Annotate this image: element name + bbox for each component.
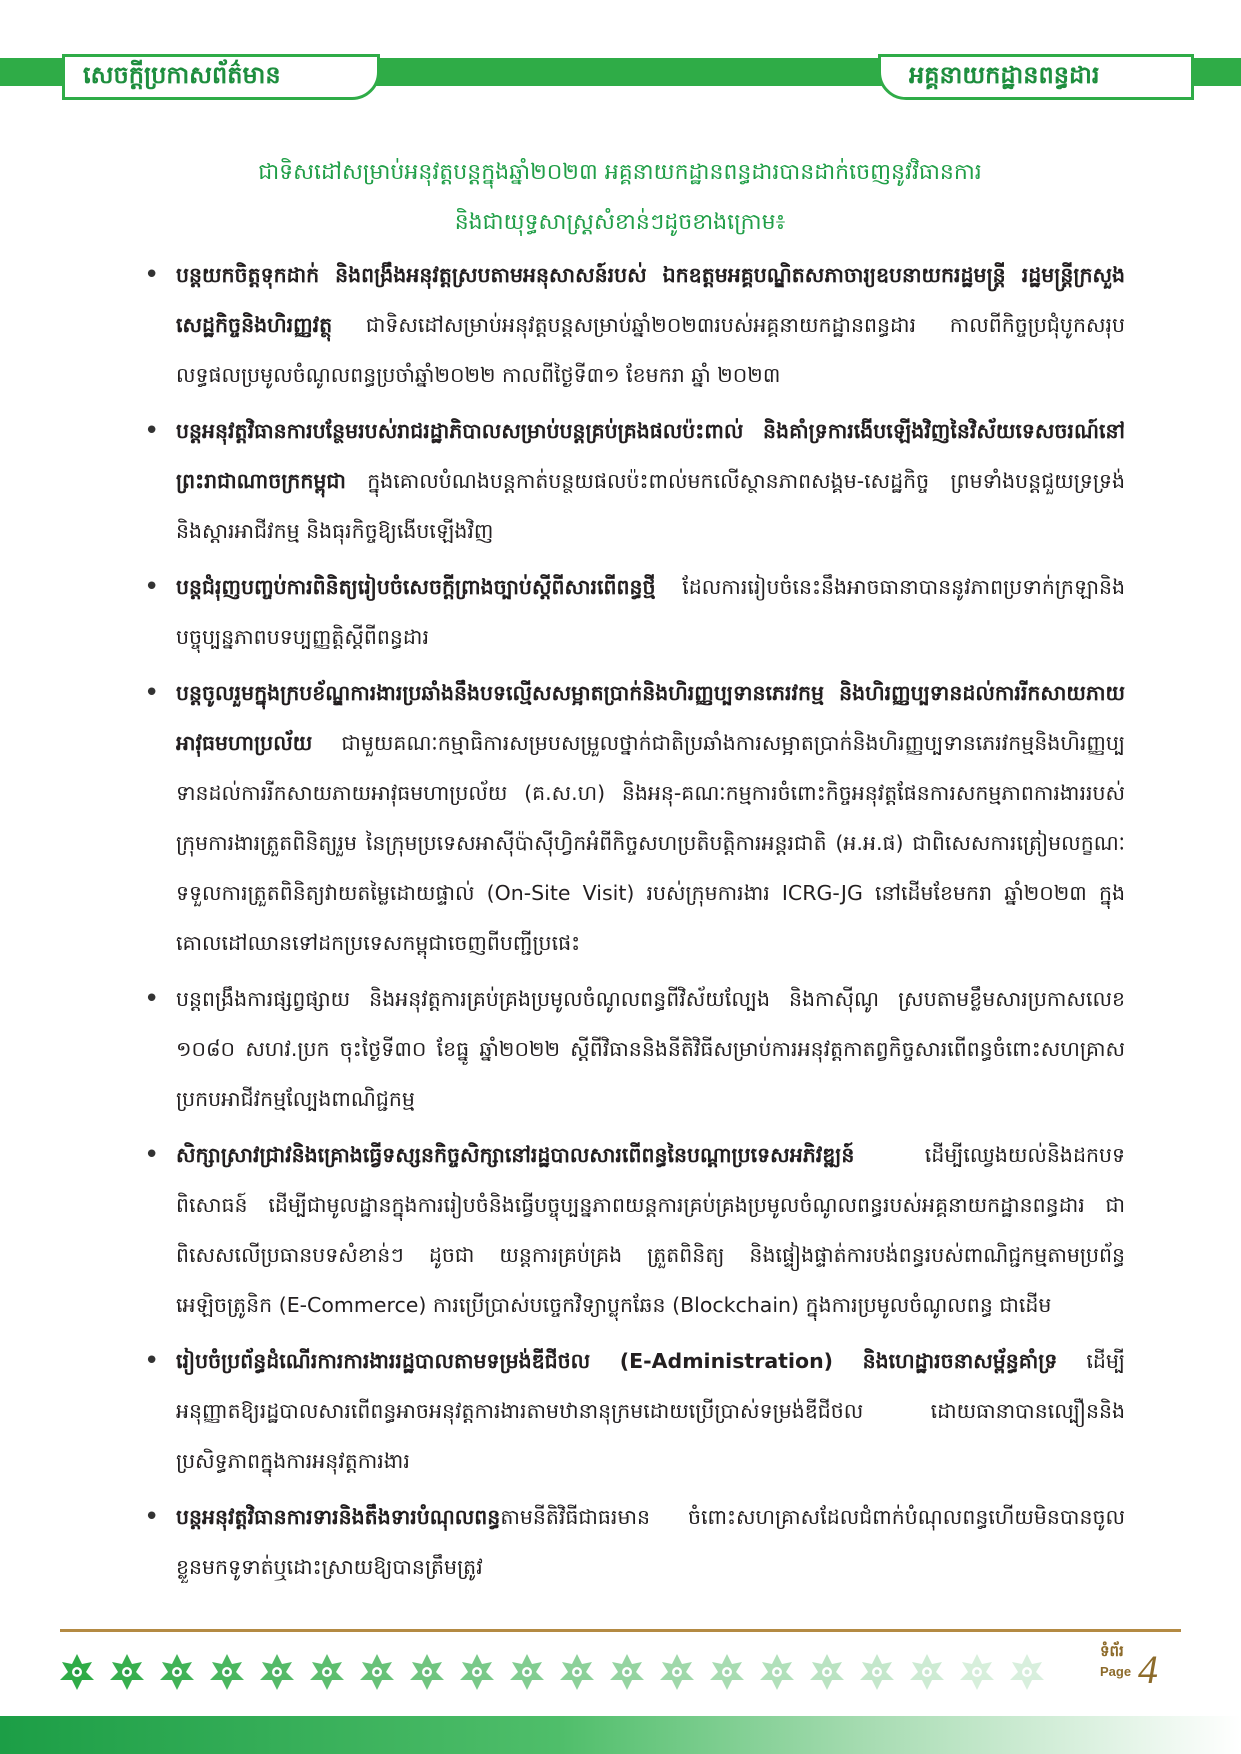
ornament-icon — [558, 1650, 596, 1692]
bullet-icon: • — [144, 1502, 160, 1532]
list-item — [140, 1130, 1125, 1330]
list-item-text — [176, 668, 1125, 968]
list-item-body: បន្តពង្រឹងការផ្សព្វផ្សាយ និងអនុវត្តការគ្រប់គ្រងប្រមូលចំណូលពន្ធពីវិស័យល្បែង និងកាស៊ីណូ ស្របតាមខ្លឹមសារប្រកាសលេខ ១០៨០ សហវ.ប្រក ចុះថ្ងៃទី៣០ ខែធ្នូ ឆ្នាំ២០២២ ស្តីពីវិធាននិងនីតិវិធីសម្រាប់ការអនុវត្តកាតព្វកិច្ចសារពើពន្ធចំពោះសហគ្រាសប្រកបអាជីវកម្មល្បែងពាណិជ្ជកម្ម — [176, 987, 1125, 1111]
header-right-tab — [878, 54, 1194, 100]
bullet-icon: • — [144, 1346, 160, 1376]
bullet-icon: • — [144, 572, 160, 602]
list-item-body: ក្នុងគោលបំណងបន្តកាត់បន្ថយផលប៉ះពាល់មកលើស្ថានភាពសង្គម-សេដ្ឋកិច្ច ព្រមទាំងបន្តជួយទ្រទ្រង់ និងស្តារអាជីវកម្ម និងធុរកិច្ចឱ្យងើបឡើងវិញ — [176, 469, 1125, 543]
ornament-icon — [858, 1650, 896, 1692]
intro-heading — [150, 148, 1090, 248]
list-item-body: តាមនីតិវិធីជាធរមាន ចំពោះសហគ្រាសដែលជំពាក់បំណុលពន្ធហើយមិនបានចូលខ្លួនមកទូទាត់ឬដោះស្រាយឱ្យបានត្រឹមត្រូវ — [176, 1505, 1125, 1579]
ornament-icon — [708, 1650, 746, 1692]
list-item-body: ជាមួយគណៈកម្មាធិការសម្របសម្រួលថ្នាក់ជាតិប្រឆាំងការសម្អាតប្រាក់និងហិរញ្ញប្បទានភេរវកម្មនិងហិរញ្ញប្បទានដល់ការរីកសាយភាយអាវុធមហាប្រល័យ (គ.ស.ហ) និងអនុ-គណៈកម្មការចំពោះកិច្ចអនុវត្តផែនការសកម្មភាពការងាររបស់ក្រុមការងារត្រួតពិនិត្យរួម នៃក្រុមប្រទេសអាស៊ីប៉ាស៊ីហ្វិកអំពីកិច្ចសហប្រតិបត្តិការអន្តរជាតិ (អ.អ.ផ) ជាពិសេសការត្រៀមលក្ខណៈទទួលការត្រួតពិនិត្យវាយតម្លៃដោយផ្ទាល់ (On-Site Visit) របស់ក្រុមការងារ ICRG-JG នៅដើមខែមករា ឆ្នាំ២០២៣ ក្នុងគោលដៅឈានទៅដកប្រទេសកម្ពុជាចេញពីបញ្ជីប្រផេះ — [176, 731, 1125, 955]
ornament-icon — [208, 1650, 246, 1692]
footer-rule — [60, 1629, 1181, 1632]
list-item-text — [176, 974, 1125, 1124]
list-item-text — [176, 1492, 1125, 1592]
list-item-bold: បន្តជំរុញបញ្ចប់ការពិនិត្យរៀបចំសេចក្តីព្រាងច្បាប់ស្តីពីសារពើពន្ធថ្មី — [176, 575, 656, 599]
header-left-title: សេចក្តីប្រកាសព័ត៌មាន — [83, 60, 281, 89]
list-item-bold: បន្តអនុវត្តវិធានការទារនិងតឹងទារបំណុលពន្ធ — [176, 1505, 501, 1529]
ornament-icon — [408, 1650, 446, 1692]
ornament-icon — [258, 1650, 296, 1692]
list-item-bold: បន្តចូលរួមក្នុងក្របខ័ណ្ឌការងារប្រឆាំងនឹងបទល្មើសសម្អាតប្រាក់និងហិរញ្ញប្បទានភេរវកម្ម និងហិរញ្ញប្បទានដល់ការរីកសាយភាយអាវុធមហាប្រល័យ — [176, 681, 1125, 755]
list-item-body: ដើម្បីអនុញ្ញាតឱ្យរដ្ឋបាលសារពើពន្ធអាចអនុវត្តការងារតាមឋានានុក្រមដោយប្រើប្រាស់ទម្រង់ឌីជីថល ដោយធានាបានល្បឿននិងប្រសិទ្ធភាពក្នុងការអនុវត្តការងារ — [176, 1349, 1125, 1473]
list-item-text — [176, 406, 1125, 556]
ornament-icon — [1008, 1650, 1046, 1692]
ornament-icon — [358, 1650, 396, 1692]
ornament-icon — [658, 1650, 696, 1692]
ornament-icon — [908, 1650, 946, 1692]
page-number: 4 — [1138, 1647, 1158, 1692]
ornament-icon — [58, 1650, 96, 1692]
list-item-bold: បន្តអនុវត្តវិធានការបន្ថែមរបស់រាជរដ្ឋាភិបាលសម្រាប់បន្តគ្រប់គ្រងផលប៉ះពាល់ និងគាំទ្រការងើបឡើងវិញនៃវិស័យទេសចរណ៍នៅព្រះរាជាណាចក្រកម្ពុជា — [176, 419, 1125, 493]
ornament-icon — [308, 1650, 346, 1692]
footer-gradient-strip — [0, 1716, 1241, 1754]
ornament-icon — [508, 1650, 546, 1692]
ornament-icon — [808, 1650, 846, 1692]
list-item — [140, 974, 1125, 1124]
header-left-tab — [62, 54, 380, 100]
list-item-text — [176, 1130, 1125, 1330]
list-item — [140, 1336, 1125, 1486]
bullet-icon: • — [144, 984, 160, 1014]
ornament-icon — [458, 1650, 496, 1692]
list-item-bold: បន្តយកចិត្តទុកដាក់ និងពង្រឹងអនុវត្តស្របតាមអនុសាសន៍របស់ ឯកឧត្តមអគ្គបណ្ឌិតសភាចារ្យឧបនាយករដ្ឋមន្ត្រី រដ្ឋមន្ត្រីក្រសួងសេដ្ឋកិច្ចនិងហិរញ្ញវត្ថុ — [176, 263, 1125, 337]
list-item-body: ដែលការរៀបចំនេះនឹងអាចធានាបាននូវភាពប្រទាក់ក្រឡានិងបច្ចុប្បន្នភាពបទប្បញ្ញត្តិស្តីពីពន្ធដារ — [176, 575, 1125, 649]
list-item — [140, 562, 1125, 662]
bullet-icon: • — [144, 416, 160, 446]
bullet-icon: • — [144, 260, 160, 290]
ornament-icon — [608, 1650, 646, 1692]
measures-list — [140, 250, 1125, 1598]
page-label-en: Page — [1100, 1664, 1132, 1679]
list-item-bold: សិក្សាស្រាវជ្រាវនិងគ្រោងធ្វើទស្សនកិច្ចសិក្សានៅរដ្ឋបាលសារពើពន្ធនៃបណ្តាប្រទេសអភិវឌ្ឍន៍ — [176, 1143, 855, 1167]
ornament-icon — [958, 1650, 996, 1692]
intro-line-2: និងជាយុទ្ធសាស្ត្រសំខាន់ៗដូចខាងក្រោម៖ — [454, 210, 786, 235]
list-item-body: ជាទិសដៅសម្រាប់អនុវត្តបន្តសម្រាប់ឆ្នាំ២០២៣របស់អគ្គនាយកដ្ឋានពន្ធដារ កាលពីកិច្ចប្រជុំបូកសរុបលទ្ធផលប្រមូលចំណូលពន្ធប្រចាំឆ្នាំ២០២២ កាលពីថ្ងៃទី៣១ ខែមករា ឆ្នាំ ២០២៣ — [176, 313, 1125, 387]
list-item-text — [176, 1336, 1125, 1486]
intro-line-1: ជាទិសដៅសម្រាប់អនុវត្តបន្តក្នុងឆ្នាំ២០២៣ អគ្គនាយកដ្ឋានពន្ធដារបានដាក់ចេញនូវវិធានការ — [258, 160, 982, 185]
page-label-km: ទំព័រ — [1100, 1642, 1124, 1660]
ornament-icon — [158, 1650, 196, 1692]
bullet-icon: • — [144, 1140, 160, 1170]
ornament-icon — [758, 1650, 796, 1692]
list-item — [140, 1492, 1125, 1592]
bullet-icon: • — [144, 678, 160, 708]
list-item-text — [176, 562, 1125, 662]
footer-ornament-row — [58, 1650, 1046, 1692]
list-item — [140, 668, 1125, 968]
ornament-icon — [108, 1650, 146, 1692]
list-item — [140, 250, 1125, 400]
list-item-body: ដើម្បីឈ្វេងយល់និងដកបទពិសោធន៍ ដើម្បីជាមូលដ្ឋានក្នុងការរៀបចំនិងធ្វើបច្ចុប្បន្នភាពយន្តការគ្រប់គ្រងប្រមូលចំណូលពន្ធរបស់អគ្គនាយកដ្ឋានពន្ធដារ ជាពិសេសលើប្រធានបទសំខាន់ៗ ដូចជា យន្តការគ្រប់គ្រង ត្រួតពិនិត្យ និងផ្ទៀងផ្ទាត់ការបង់ពន្ធរបស់ពាណិជ្ជកម្មតាមប្រព័ន្ធអេឡិចត្រូនិក (E-Commerce) ការប្រើប្រាស់បច្ចេកវិទ្យាប្លុកឆែន (Blockchain) ក្នុងការប្រមូលចំណូលពន្ធ ជាដើម — [176, 1143, 1125, 1317]
list-item — [140, 406, 1125, 556]
list-item-bold: រៀបចំប្រព័ន្ធដំណើរការការងាររដ្ឋបាលតាមទម្រង់ឌីជីថល (E-Administration) និងហេដ្ឋារចនាសម្ព័ន្ធគាំទ្រ — [176, 1349, 1058, 1373]
list-item-text — [176, 250, 1125, 400]
header-right-title: អគ្គនាយកដ្ឋានពន្ធដារ — [909, 60, 1100, 89]
